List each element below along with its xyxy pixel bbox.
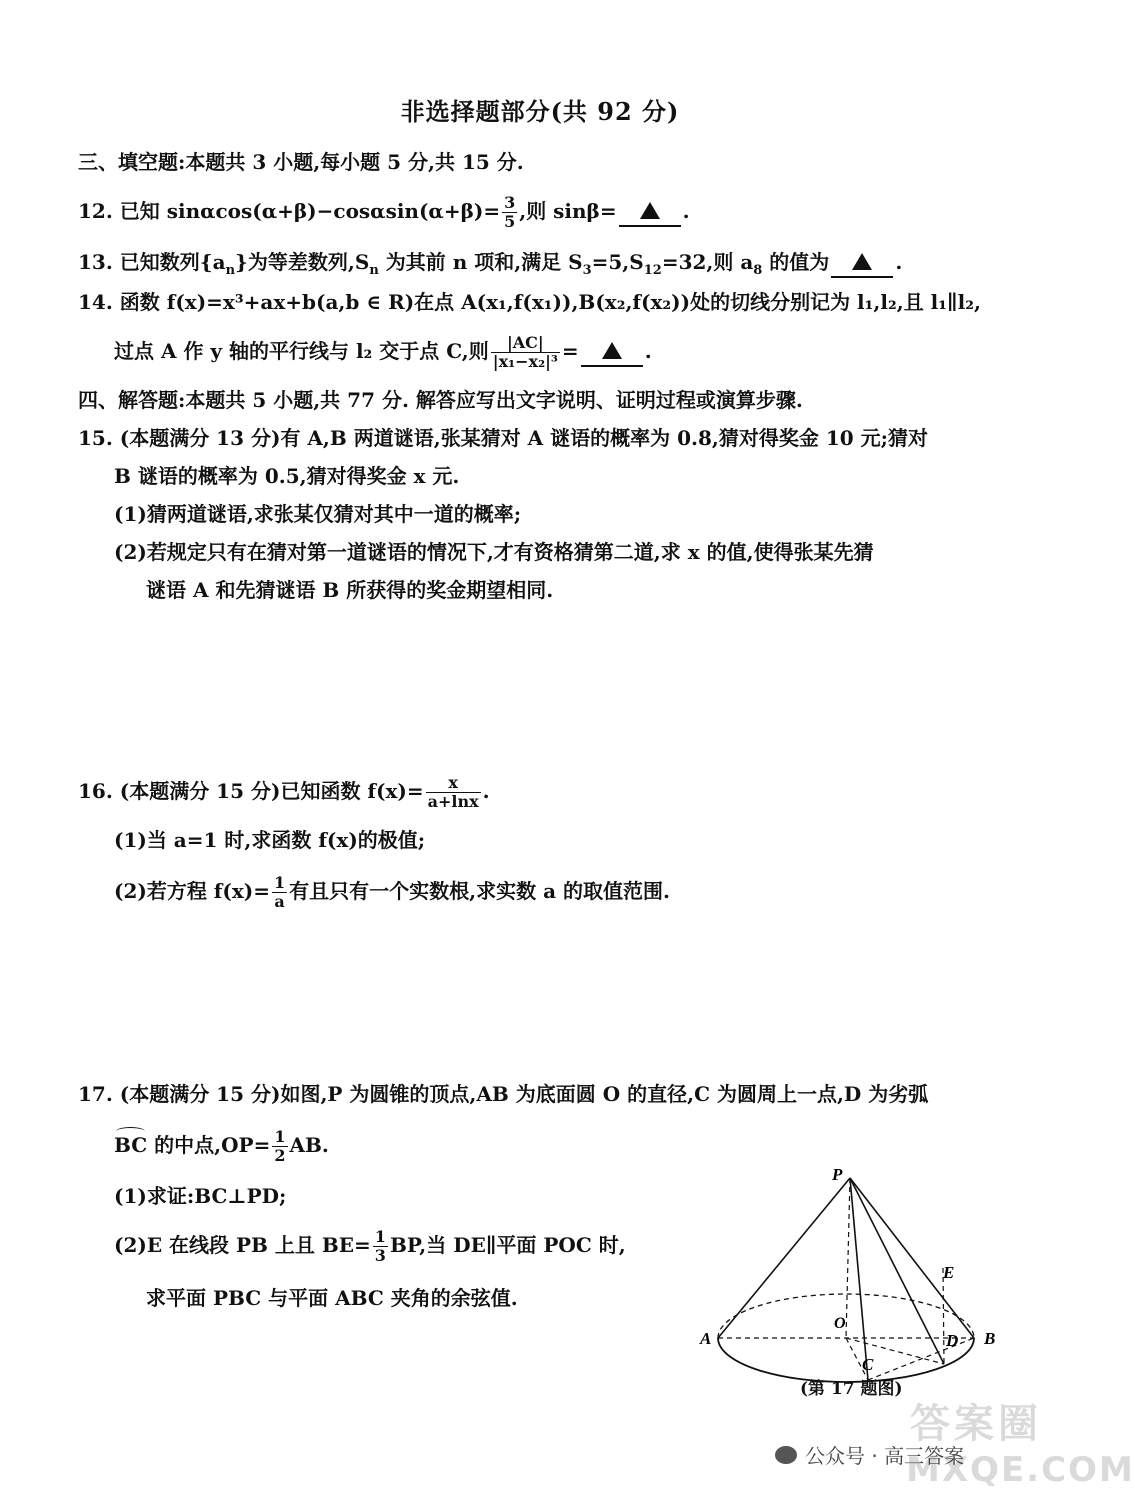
- label-c: C: [862, 1355, 874, 1374]
- label-a: A: [700, 1329, 712, 1348]
- triangle-icon: [640, 202, 660, 219]
- triangle-icon: [602, 342, 622, 359]
- question-16-part-1: (1)当 a=1 时,求函数 f(x)的极值;: [114, 828, 426, 852]
- q17-fraction: $\frac{1}{2}$: [274, 1127, 286, 1165]
- question-17-part-2b: 求平面 PBC 与平面 ABC 夹角的余弦值.: [146, 1286, 518, 1310]
- watermark-account: 公众号 · 高三答案: [805, 1444, 965, 1468]
- question-15-line-1: 15. (本题满分 13 分)有 A,B 两道谜语,张某猜对 A 谜语的概率为 0.8,猜对得奖金 10 元;猜对: [78, 426, 929, 450]
- label-d: D: [946, 1331, 959, 1350]
- question-17-part-1: (1)求证:BC⊥PD;: [114, 1184, 287, 1208]
- label-b: B: [984, 1329, 996, 1348]
- section-3-heading: 三、填空题:本题共 3 小题,每小题 5 分,共 15 分.: [78, 150, 524, 174]
- q17-part2-fraction: $\frac{1}{3}$: [374, 1227, 386, 1265]
- line-pa: [718, 1178, 850, 1338]
- answer-blank: [581, 337, 643, 367]
- label-o: O: [834, 1315, 846, 1332]
- question-15-part-1: (1)猜两道谜语,求张某仅猜对其中一道的概率;: [114, 502, 522, 526]
- question-13: 13. 已知数列$\{a_n\}$为等差数列$,S_n$ 为其前 n 项和,满足 $S_3=5,S_{12}=32$,则 $a_8$ 的值为 .: [78, 250, 903, 278]
- wechat-icon: [775, 1446, 797, 1464]
- arc-mark: [116, 1127, 145, 1136]
- q12-text: 12. 已知 sinαcos(α+β)−cosαsin(α+β)=: [78, 199, 501, 223]
- q12-fraction: $\frac{3}{5}$: [504, 193, 516, 231]
- question-16: 16. (本题满分 15 分)已知函数 f(x)= $\frac{x}{a+\ln x}$ .: [78, 773, 490, 811]
- question-12: 12. 已知 sinαcos(α+β)−cosαsin(α+β)= $\frac{3}{5}$ ,则 sinβ= .: [78, 193, 690, 231]
- watermark-stamp: 答案圈 MXQE.COM: [906, 1401, 1135, 1490]
- question-17-part-2: (2)E 在线段 PB 上且 BE= $\frac{1}{3}$ BP,当 DE∥平面 POC 时,: [114, 1227, 626, 1265]
- cone-figure: [700, 1160, 1010, 1374]
- q16-part2-fraction: $\frac{1}{a}$: [274, 873, 286, 911]
- question-14-line-1: 14. 函数 f(x)=x³+ax+b(a,b ∈ R)在点 A(x₁,f(x₁)),B(x₂,f(x₂))处的切线分别记为 l₁,l₂,且 l₁∥l₂,: [78, 290, 981, 314]
- line-od: [846, 1338, 944, 1364]
- line-pb: [850, 1178, 974, 1338]
- label-e: E: [943, 1263, 955, 1282]
- answer-blank: [619, 197, 681, 227]
- section-4-heading: 四、解答题:本题共 5 小题,共 77 分. 解答应写出文字说明、证明过程或演算步骤.: [78, 388, 803, 412]
- question-17-line-1: 17. (本题满分 15 分)如图,P 为圆锥的顶点,AB 为底面圆 O 的直径,C 为圆周上一点,D 为劣弧: [78, 1082, 929, 1106]
- question-15-part-2b: 谜语 A 和先猜谜语 B 所获得的奖金期望相同.: [146, 578, 554, 602]
- label-p: P: [832, 1165, 843, 1184]
- q16-fraction: $\frac{x}{a+\ln x}$: [427, 773, 479, 811]
- q14-fraction: $\frac{|AC|}{\text{|x₁−x₂|³}}$: [492, 333, 558, 371]
- question-16-part-2: (2)若方程 f(x)= $\frac{1}{a}$ 有且只有一个实数根,求实数 a 的取值范围.: [114, 873, 670, 911]
- question-15-part-2a: (2)若规定只有在猜对第一道谜语的情况下,才有资格猜第二道,求 x 的值,使得张某先猜: [114, 540, 874, 564]
- question-17-line-2: BC 的中点,OP= $\frac{1}{2}$ AB.: [114, 1127, 329, 1165]
- figure-caption: (第 17 题图): [800, 1379, 903, 1399]
- answer-blank: [831, 248, 893, 278]
- line-po: [846, 1178, 850, 1338]
- question-15-line-2: B 谜语的概率为 0.5,猜对得奖金 x 元.: [114, 464, 460, 488]
- triangle-icon: [852, 253, 872, 270]
- arc-bc: BC: [114, 1131, 147, 1159]
- page-title: 非选择题部分(共 92 分): [400, 97, 680, 126]
- question-14-line-2: 过点 A 作 y 轴的平行线与 l₂ 交于点 C,则 $\frac{|AC|}{\text{|x₁−x₂|³}}$ = .: [114, 333, 652, 371]
